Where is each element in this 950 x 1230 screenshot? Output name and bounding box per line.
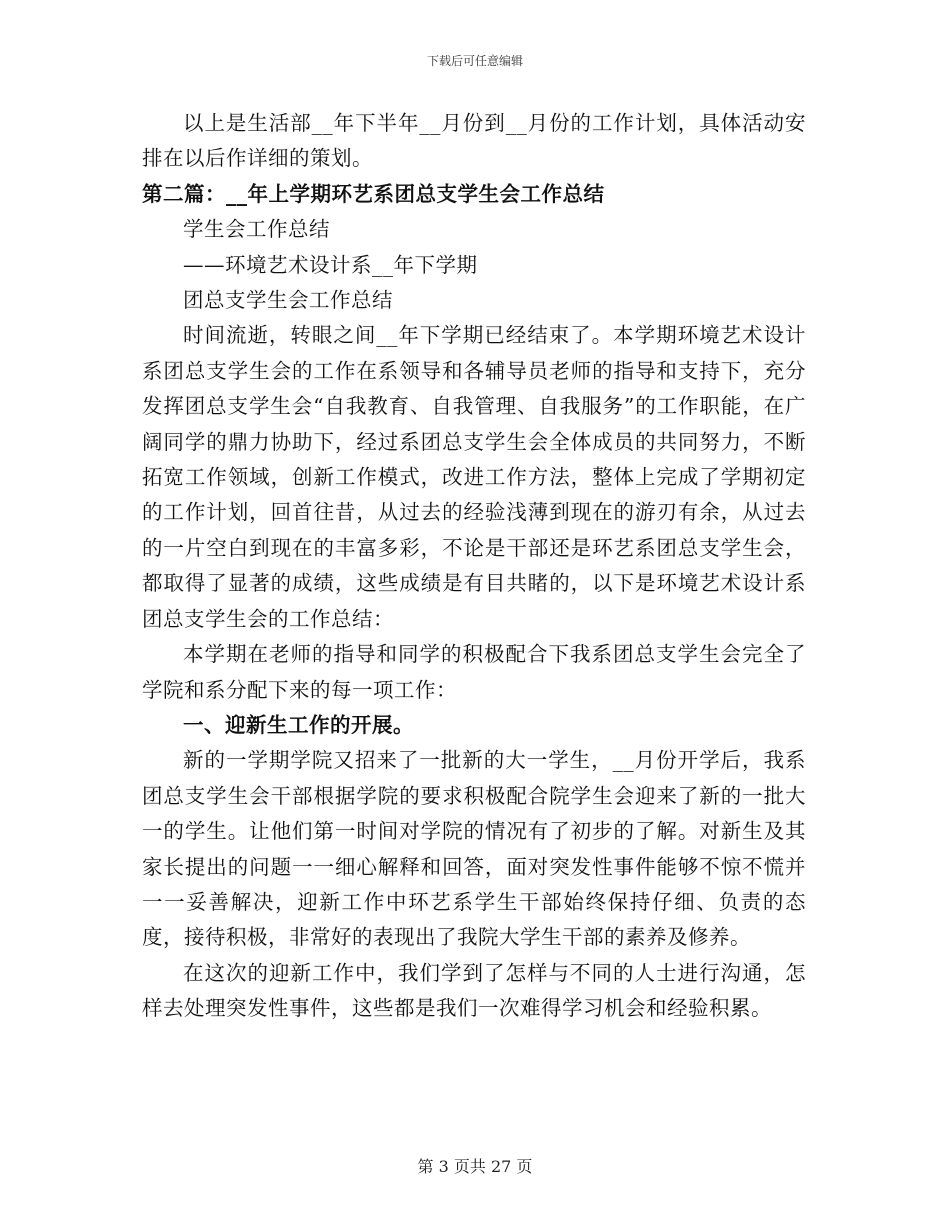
paragraph-lessons: 在这次的迎新工作中，我们学到了怎样与不同的人士进行沟通，怎样去处理突发性事件，这些都是我们一次难得学习机会和经验积累。 — [142, 960, 806, 1021]
paragraph-intro: 时间流逝，转眼之间__年下学期已经结束了。本学期环境艺术设计系团总支学生会的工作在系领导和各辅导员老师的指导和支持下，充分发挥团总支学生会“自我教育、自我管理、自我服务”的工作职能，在广阔同学的鼎力协助下，经过系团总支学生会全体成员的共同努力，不断拓宽工作领域，创新工作模式，改进工作方法，整体上完成了学期初定的工作计划，回首往昔，从过去的经验浅薄到现在的游刃有余，从过去的一片空白到现在的丰富多彩，不论是干部还是环艺系团总支学生会，都取得了显著的成绩，这些成绩是有目共睹的，以下是环境艺术设计系团总支学生会的工作总结： — [142, 323, 806, 631]
section-title: 第二篇：__年上学期环艺系团总支学生会工作总结 — [142, 181, 605, 206]
subtitle-line-3: 团总支学生会工作总结 — [183, 288, 393, 313]
heading-welcome-freshmen: 一、迎新生工作的开展。 — [183, 712, 414, 737]
document-body — [142, 106, 806, 1027]
paragraph-overview: 本学期在老师的指导和同学的积极配合下我系团总支学生会完全了学院和系分配下来的每一项工作： — [142, 642, 806, 702]
page-number: 第 3 页共 27 页 — [417, 1157, 533, 1176]
subtitle-line-1: 学生会工作总结 — [183, 217, 330, 242]
paragraph-plan-summary: 以上是生活部__年下半年__月份到__月份的工作计划，具体活动安排在以后作详细的策划。 — [142, 111, 806, 171]
page-header: 下载后可任意编辑 — [426, 54, 523, 68]
paragraph-welcome-work: 新的一学期学院又招来了一批新的大一学生，__月份开学后，我系团总支学生会干部根据学院的要求积极配合院学生会迎来了新的一批大一的学生。让他们第一时间对学院的情况有了初步的了解。对新生及其家长提出的问题一一细心解释和回答，面对突发性事件能够不惊不慌并一一妥善解决，迎新工作中环艺系学生干部始终保持仔细、负责的态度，接待积极，非常好的表现出了我院大学生干部的素养及修养。 — [142, 748, 806, 950]
subtitle-line-2: ——环境艺术设计系__年下学期 — [183, 252, 478, 277]
